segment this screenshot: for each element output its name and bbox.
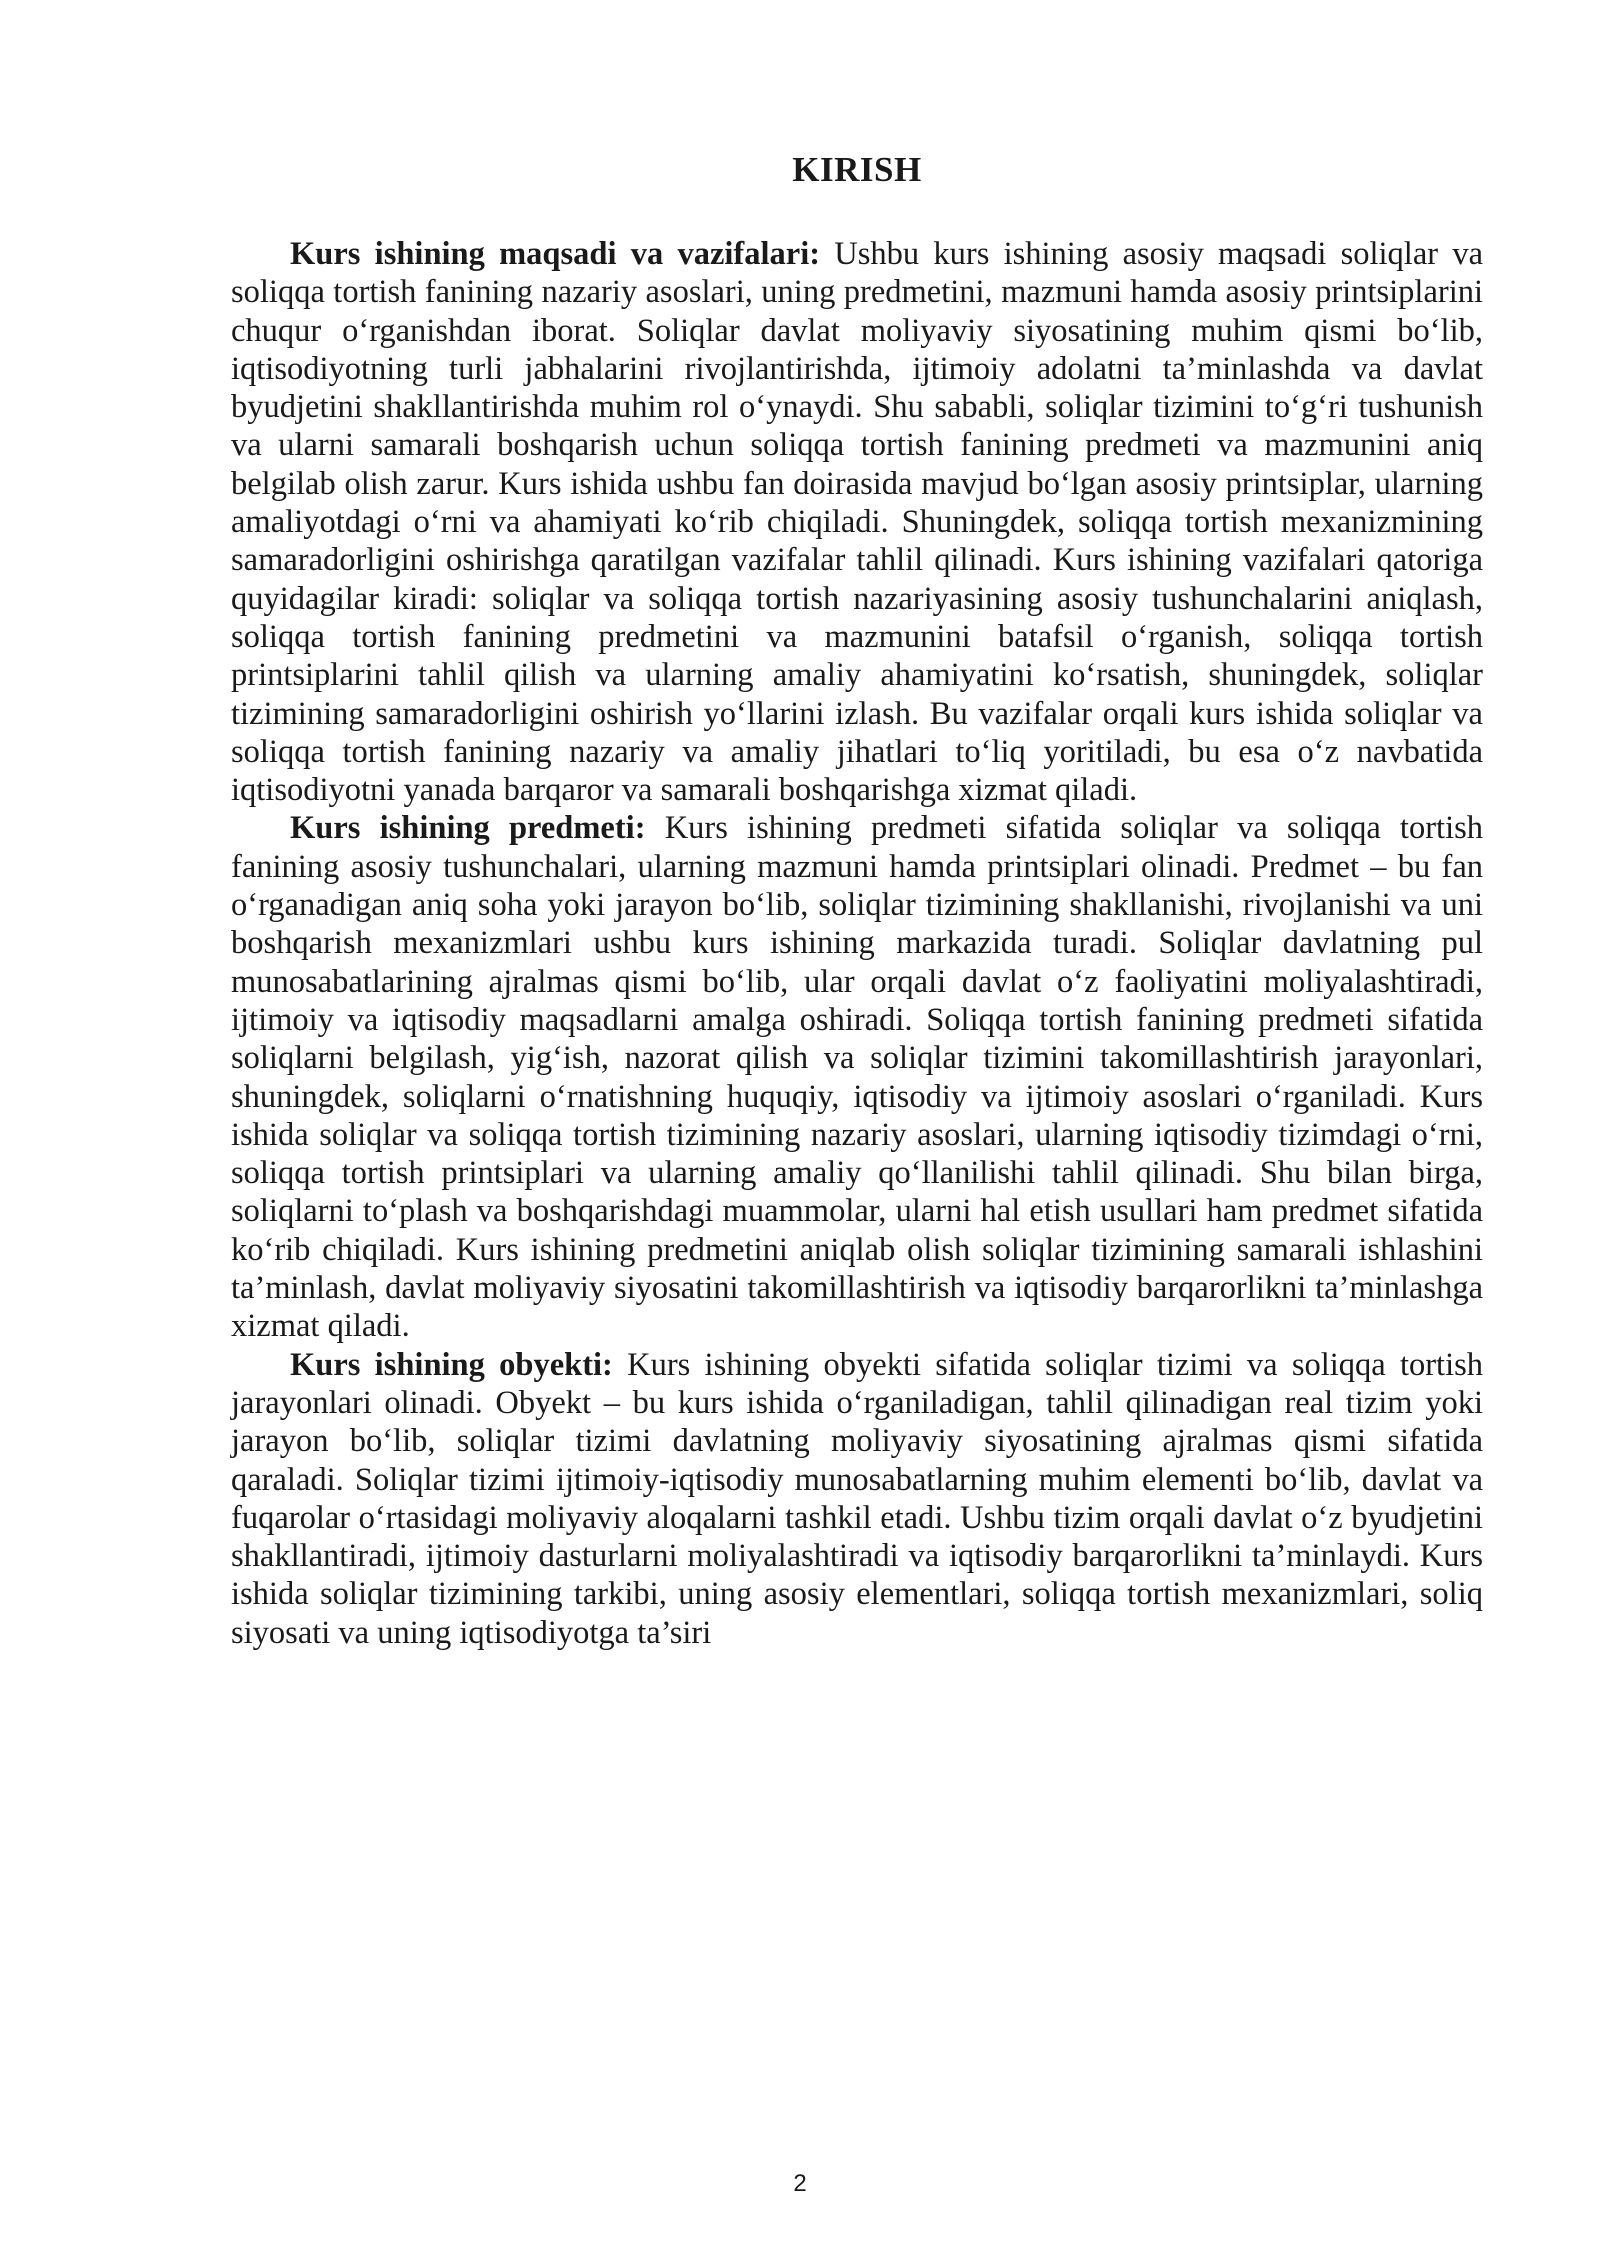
paragraph-text: Ushbu kurs ishining asosiy maqsadi soliqlar va soliqqa tortish fanining nazariy asoslari, uning predmetini, mazmuni hamda asosiy printsiplarini chuqur o‘rganishdan iborat. Soliqlar davlat moliyaviy siyosatining muhim qismi bo‘lib, iqtisodiyotning turli jabhalarini rivojlantirishda, ijtimoiy adolatni ta’minlashda va davlat byudjetini shakllantirishda muhim rol o‘ynaydi. Shu sababli, soliqlar tizimini to‘g‘ri tushunish va ularni samarali boshqarish uchun soliqqa tortish fanining predmeti va mazmunini aniq belgilab olish zarur. Kurs ishida ushbu fan doirasida mavjud bo‘lgan asosiy printsiplar, ularning amaliyotdagi o‘rni va ahamiyati ko‘rib chiqiladi. Shuningdek, soliqqa tortish mexanizmining samaradorligini oshirishga qaratilgan vazifalar tahlil qilinadi. Kurs ishining vazifalari qatoriga quyidagilar kiradi: soliqlar va soliqqa tortish nazariyasining asosiy tushunchalarini aniqlash, soliqqa tortish fanining predmetini va mazmunini batafsil o‘rganish, soliqqa tortish printsiplarini tahlil qilish va ularning amaliy ahamiyatini ko‘rsatish, shuningdek, soliqlar tizimining samaradorligini oshirish yo‘llarini izlash. Bu vazifalar orqali kurs ishida soliqlar va soliqqa tortish fanining nazariy va amaliy jihatlari to‘liq yoritiladi, bu esa o‘z navbatida iqtisodiyotni yanada barqaror va samarali boshqarishga xizmat qiladi. — [231, 236, 1483, 809]
paragraph-lead: Kurs ishining predmeti: — [290, 810, 646, 847]
paragraph-goals — [231, 235, 1483, 809]
paragraph-subject — [231, 809, 1483, 1345]
paragraph-lead: Kurs ishining maqsadi va vazifalari: — [290, 236, 821, 272]
document-page — [231, 150, 1483, 1652]
page-number: 2 — [793, 2170, 807, 2197]
paragraph-object — [231, 1346, 1483, 1652]
paragraph-lead: Kurs ishining obyekti: — [290, 1346, 613, 1383]
paragraph-text: Kurs ishining obyekti sifatida soliqlar tizimi va soliqqa tortish jarayonlari olinadi. Obyekt – bu kurs ishida o‘rganiladigan, tahlil qilinadigan real tizim yoki jarayon bo‘lib, soliqlar tizimi davlatning moliyaviy siyosatining ajralmas qismi sifatida qaraladi. Soliqlar tizimi ijtimoiy-iqtisodiy munosabatlarning muhim elementi bo‘lib, davlat va fuqarolar o‘rtasidagi moliyaviy aloqalarni tashkil etadi. Ushbu tizim orqali davlat o‘z byudjetini shakllantiradi, ijtimoiy dasturlarni moliyalashtiradi va iqtisodiy barqarorlikni ta’minlaydi. Kurs ishida soliqlar tizimining tarkibi, uning asosiy elementlari, soliqqa tortish mexanizmlari, soliq siyosati va uning iqtisodiyotga ta’siri — [231, 1346, 1484, 1651]
paragraph-text: Kurs ishining predmeti sifatida soliqlar va soliqqa tortish fanining asosiy tushunchalari, ularning mazmuni hamda printsiplari olinadi. Predmet – bu fan o‘rganadigan aniq soha yoki jarayon bo‘lib, soliqlar tizimining shakllanishi, rivojlanishi va uni boshqarish mexanizmlari ushbu kurs ishining markazida turadi. Soliqlar davlatning pul munosabatlarining ajralmas qismi bo‘lib, ular orqali davlat o‘z faoliyatini moliyalashtiradi, ijtimoiy va iqtisodiy maqsadlarni amalga oshiradi. Soliqqa tortish fanining predmeti sifatida soliqlarni belgilash, yig‘ish, nazorat qilish va soliqlar tizimini takomillashtirish jarayonlari, shuningdek, soliqlarni o‘rnatishning huquqiy, iqtisodiy va ijtimoiy asoslari o‘rganiladi. Kurs ishida soliqlar va soliqqa tortish tizimining nazariy asoslari, ularning iqtisodiy tizimdagi o‘rni, soliqqa tortish printsiplari va ularning amaliy qo‘llanilishi tahlil qilinadi. Shu bilan birga, soliqlarni to‘plash va boshqarishdagi muammolar, ularni hal etish usullari ham predmet sifatida ko‘rib chiqiladi. Kurs ishining predmetini aniqlab olish soliqlar tizimining samarali ishlashini ta’minlash, davlat moliyaviy siyosatini takomillashtirish va iqtisodiy barqarorlikni ta’minlashga xizmat qiladi. — [231, 810, 1483, 1345]
section-heading: KIRISH — [792, 150, 922, 189]
